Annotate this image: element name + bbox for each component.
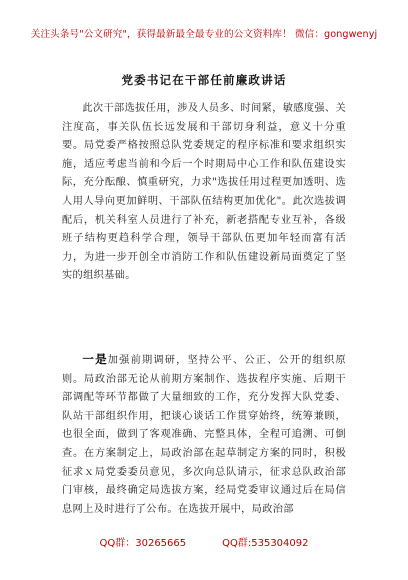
footer-qq-group-2: QQ群:535304092 <box>222 538 309 549</box>
paragraph-1 <box>62 100 346 286</box>
document-title: 党委书记在干部任前廉政讲话 <box>121 73 287 87</box>
paragraph-2 <box>62 350 346 519</box>
footer-qq-group-1: QQ群：30265665 <box>99 538 187 549</box>
paragraph-2-text: 加强前期调研，坚持公平、公正、公开的组织原则。局政治部无论从前期方案制作、选拔程序实施、后期干部调配等环节都做了大量细致的工作，充分发挥大队党委、队站干部组织作用，把谈心谈话工作贯穿始终，统筹兼顾，也很全面，做到了客观准确、完整具体，全程可追溯、可倒查。在方案制定上，局政治部在起草制定方案的同时，积极征求ｘ局党委委员意见，多次向总队请示，征求总队政治部门审核，最终确定局选拔方案，经局党委审议通过后在局信息网上及时进行了公布。在选拔开展中，局政治部 <box>62 355 346 515</box>
paragraph-2-body <box>62 350 346 519</box>
paragraph-1-text: 此次干部选拔任用，涉及人员多、时间紧，敏感度强、关注度高，事关队伍长远发展和干部切身利益，意义十分重要。局党委严格按照总队党委规定的程序标准和要求组织实施，适应考虑当前和今后一个时期局中心工作和队伍建设实际，充分酝酿、慎重研究，力求"选拔任用过程更加透明、选人用人导向更加鲜明、干部队伍结构更加优化"。此次选拔调配后，机关科室人员进行了补充，新老搭配专业互补，各级班子结构更趋科学合理，领导干部队伍更加年轻而富有活力，为进一步开创全市消防工作和队伍建设新局面奠定了坚实的组织基础。 <box>62 103 346 282</box>
promo-banner: 关注头条号"公文研究"，获得最新最全最专业的公文资料库！ 微信：gongwenyj <box>30 29 378 40</box>
footer-qq-groups <box>0 534 408 549</box>
paragraph-2-lead: 一是 <box>82 352 108 366</box>
